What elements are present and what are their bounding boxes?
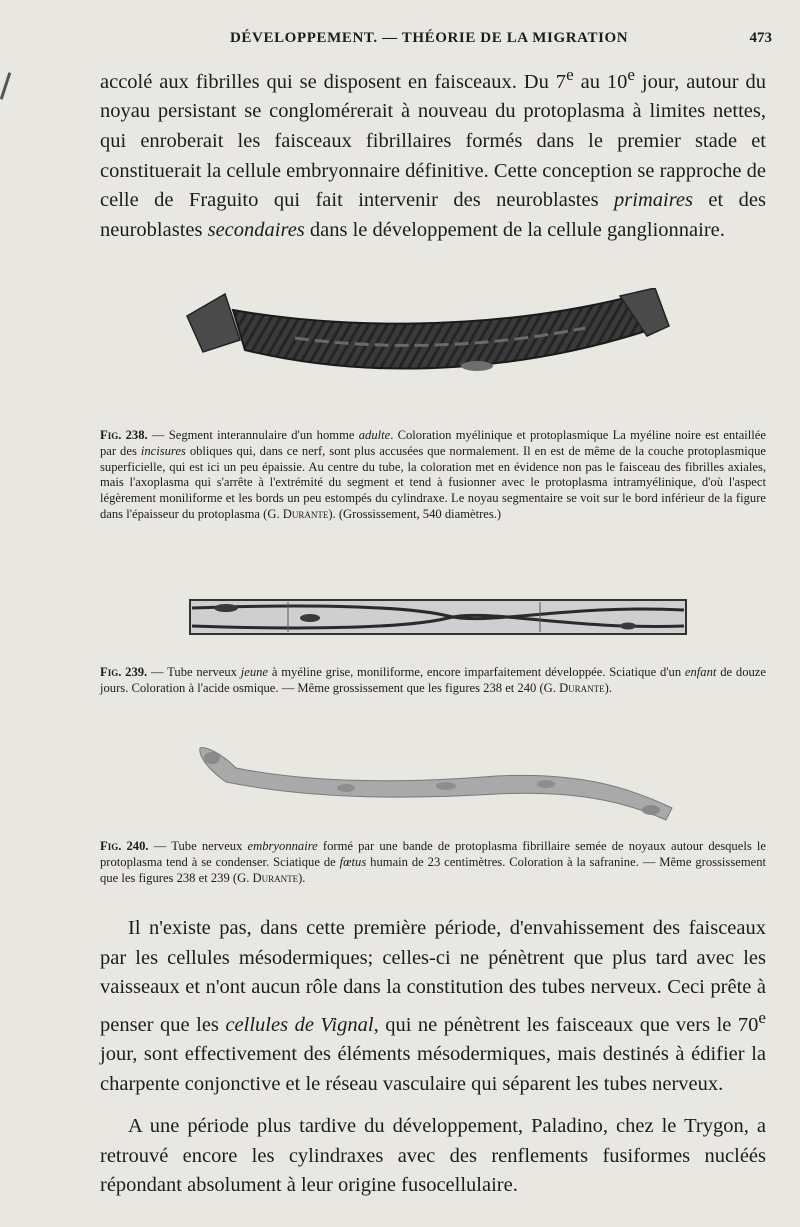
paragraph-2 [100, 914, 766, 1099]
figure-238-caption [100, 428, 766, 523]
fig240-text-c: humain de 23 centimètres. Coloration à la safranine. — Même grossissement que les figures 238 et 239 (G. [100, 854, 767, 885]
fig238-text-d: ). (Grossissement, 540 diamètres.) [328, 506, 502, 521]
para1-text-b: au 10 [573, 70, 628, 93]
fig238-text-a: — Segment interannulaire d'un homme [147, 428, 359, 442]
fig239-text-a: — Tube nerveux [147, 665, 241, 679]
para3-text: A une période plus tardive du développement, Paladino, chez le Trygon, a retrouvé encore les cylindraxes avec des renflements fusiformes nucléés répondant absolument à leur origine fusocellulaire. [100, 1115, 766, 1197]
margin-mark [0, 72, 11, 100]
para2-text-c: jour, sont effectivement des éléments mésodermiques, mais destinés à édifier la charpente conjonctive et le réseau vasculaire qui séparent les tubes nerveux. [100, 1043, 766, 1095]
figure-240-label: Fig. 240. [100, 839, 149, 853]
para2-emphasis-vignal: cellules de Vignal [225, 1013, 374, 1036]
page-number: 473 [749, 30, 772, 46]
fig240-emphasis-2: fœtus [339, 854, 367, 869]
para1-text-d: et des neuroblastes [100, 189, 766, 241]
figure-240-caption [100, 839, 766, 886]
fig239-text-c: de douze jours. Coloration à l'acide osmique. — Même grossissement que les figures 238 et 240 (G. [100, 665, 766, 695]
fig240-emphasis-1: embryonnaire [247, 839, 318, 853]
figure-239-caption [100, 665, 766, 697]
para2-sup-1: e [758, 1007, 766, 1027]
page-header [100, 26, 772, 50]
fig238-text-b: . Coloration myélinique et protoplasmique La myéline noire est entaillée par des [100, 428, 766, 458]
fig239-emphasis-1: jeune [240, 665, 269, 679]
para1-emphasis-primaires: primaires [614, 189, 693, 212]
fig240-text-a: — Tube nerveux [148, 839, 248, 853]
paragraph-3 [100, 1112, 766, 1201]
para1-emphasis-secondaires: secondaires [207, 218, 305, 241]
fig238-emphasis-2: incisures [140, 443, 186, 458]
figure-238-image [185, 288, 675, 406]
para2-text-a: Il n'existe pas, dans cette première période, d'envahissement des faisceaux par les cellules mésodermiques; celles-ci ne pénètrent que plus tard avec les vaisseaux et n'ont aucun rôle dans la constitution des tubes nerveux. Ceci prête à penser que les [100, 917, 766, 1036]
para2-text-b: , qui ne pénètrent les faisceaux que vers le 70 [373, 1013, 759, 1036]
fig240-text-d: ). [298, 870, 306, 885]
fig238-emphasis-1: adulte [358, 428, 391, 442]
paragraph-1 [100, 60, 766, 245]
fig240-author: Durante [252, 870, 299, 885]
fig240-text-b: formé par une bande de protoplasma fibrillaire semée de noyaux autour desquels le protoplasma tend à se condenser. Sciatique de [100, 839, 766, 869]
fig239-text-d: ). [604, 680, 612, 695]
para1-sup-2: e [627, 65, 635, 84]
fig238-text-c: obliques qui, dans ce nerf, sont plus accusées que normalement. Il en est de même de la couche protoplasmique superficielle, qui est ici un peu épaissie. Au centre du tube, la coloration met en évidence non pas le faisceau des fibrilles axiales, mais l'axoplasma qui s'arrête à l'extrémité du segment et tend à fusionner avec le protoplasma intramyélinique, d'où l'aspect légèrement moniliforme et les bords un peu estompés du cylindraxe. Le noyau segmentaire se voit sur le bord inférieur de la figure dans l'épaisseur du protoplasma (G. [100, 443, 766, 521]
fig239-text-b: à myéline grise, moniliforme, encore imparfaitement développée. Sciatique d'un [268, 665, 685, 679]
fig238-author: Durante [282, 506, 329, 521]
figure-239-label: Fig. 239. [100, 665, 148, 679]
figure-238-label: Fig. 238. [100, 428, 148, 442]
figure-240-image [196, 742, 682, 826]
fig239-author: Durante [559, 680, 605, 695]
fig239-emphasis-2: enfant [684, 665, 717, 679]
para1-text-c: jour, autour du noyau persistant se conglomérerait à nouveau du protoplasma à limites nettes, qui enroberait les faisceaux fibrillaires formés dans le premier stade et constituerait la cellule embryonnaire définitive. Cette conception se rapproche de celle de Fraguito qui fait intervenir des neuroblastes [100, 70, 767, 212]
para1-sup-1: e [566, 65, 574, 84]
para1-text-a: accolé aux fibrilles qui se disposent en faisceaux. Du 7 [100, 70, 567, 93]
para1-text-e: dans le développement de la cellule ganglionnaire. [304, 218, 725, 241]
running-title: DÉVELOPPEMENT. — THÉORIE DE LA MIGRATION [230, 30, 629, 46]
figure-239-image [188, 596, 690, 642]
